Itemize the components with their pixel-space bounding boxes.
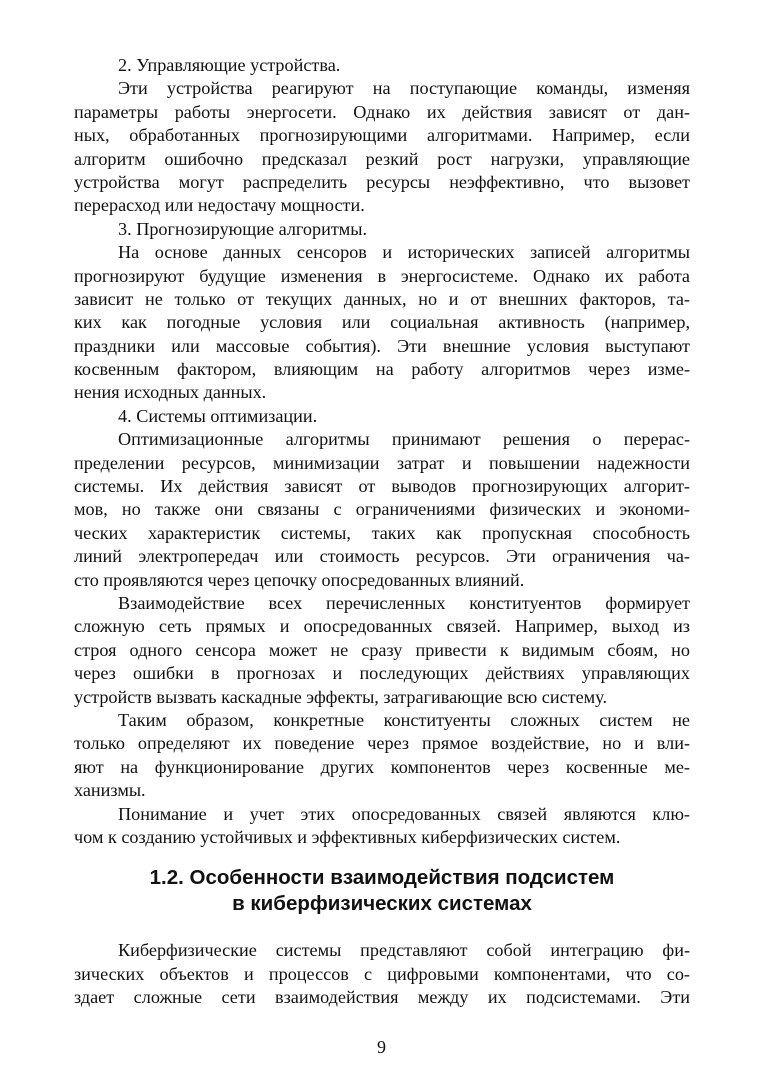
section-body-text xyxy=(74,939,690,1009)
section-heading-line-1: 1.2. Особенности взаимодействия подсистем xyxy=(149,866,615,890)
text-line: сто проявляются через цепочку опосредованных влияний. xyxy=(74,569,525,590)
document-page xyxy=(74,54,690,1009)
text-line: косвенным фактором, влияющим на работу алгоритмов через изме- xyxy=(74,359,690,380)
text-line: Киберфизические системы представляют собой интеграцию фи- xyxy=(118,940,690,961)
text-line: чом к созданию устойчивых и эффективных киберфизических систем. xyxy=(74,826,621,847)
text-line: 3. Прогнозирующие алгоритмы. xyxy=(118,218,368,239)
text-line: перерасход или недостачу мощности. xyxy=(74,195,365,216)
text-line: только определяют их поведение через прямое воздействие, но и вли- xyxy=(74,733,690,754)
text-line: параметры работы энергосети. Однако их действия зависят от дан- xyxy=(74,101,690,122)
text-line: ческих характеристик системы, таких как пропускная способность xyxy=(74,522,690,543)
text-line: пределении ресурсов, минимизации затрат и повышении надежности xyxy=(74,452,690,473)
text-line: 2. Управляющие устройства. xyxy=(118,55,341,75)
text-line: ных, обработанных прогнозирующими алгоритмами. Например, если xyxy=(74,125,690,146)
text-line: алгоритм ошибочно предсказал резкий рост нагрузки, управляющие xyxy=(74,148,690,169)
text-line: прогнозируют будущие изменения в энергосистеме. Однако их работа xyxy=(74,265,690,286)
section-heading-line-2: в киберфизических системах xyxy=(232,892,532,916)
page-number: 9 xyxy=(377,1037,386,1057)
text-line: Понимание и учет этих опосредованных связей являются клю- xyxy=(118,803,690,824)
text-line: через ошибки в прогнозах и последующих действиях управляющих xyxy=(74,663,690,684)
text-line: мов, но также они связаны с ограничениями физических и экономи- xyxy=(74,499,690,520)
text-line: зических объектов и процессов с цифровыми компонентами, что со- xyxy=(74,963,690,984)
text-line: Взаимодействие всех перечисленных конституентов формирует xyxy=(118,592,690,613)
text-line: нения исходных данных. xyxy=(74,382,267,403)
text-line: Таким образом, конкретные конституенты сложных систем не xyxy=(118,709,690,730)
text-line: системы. Их действия зависят от выводов прогнозирующих алгорит- xyxy=(74,476,690,497)
text-line: Оптимизационные алгоритмы принимают решения о перерас- xyxy=(118,429,690,450)
section-heading xyxy=(74,865,690,917)
text-line: сложную сеть прямых и опосредованных связей. Например, выход из xyxy=(74,616,690,637)
text-line: строя одного сенсора может не сразу привести к видимым сбоям, но xyxy=(74,639,690,660)
text-line: устройств вызвать каскадные эффекты, затрагивающие всю систему. xyxy=(74,686,607,707)
text-line: Эти устройства реагируют на поступающие команды, изменяя xyxy=(118,78,690,99)
text-line: праздники или массовые события). Эти внешние условия выступают xyxy=(74,335,690,356)
text-line: линий электропередач или стоимость ресурсов. Эти ограничения ча- xyxy=(74,546,690,567)
text-line: На основе данных сенсоров и исторических записей алгоритмы xyxy=(118,242,690,263)
text-line: 4. Системы оптимизации. xyxy=(118,405,318,426)
text-line: устройства могут распределить ресурсы неэффективно, что вызовет xyxy=(74,171,690,192)
text-line: здает сложные сети взаимодействия между их подсистемами. Эти xyxy=(74,987,690,1008)
body-text xyxy=(74,54,690,849)
text-line: зависит не только от текущих данных, но и от внешних факторов, та- xyxy=(74,288,690,309)
text-line: ких как погодные условия или социальная активность (например, xyxy=(74,312,690,333)
text-line: ханизмы. xyxy=(74,780,146,801)
text-line: яют на функционирование других компонентов через косвенные ме- xyxy=(74,756,690,777)
